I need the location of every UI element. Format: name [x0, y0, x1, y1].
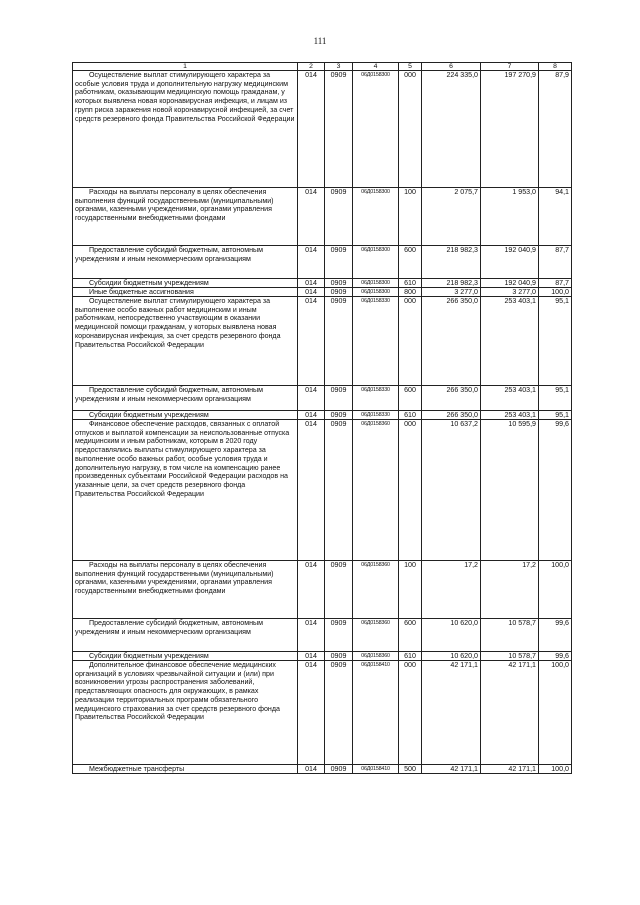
- column-number-row: [73, 63, 572, 71]
- desc-cell: Финансовое обеспечение расходов, связанных с оплатой отпусков и выплатой компенсации за неиспользованные отпуска медицинским и иным работникам, которым в 2020 году предоставлялись выплаты стимулирующего характера за выполнение особо важных работ, особые условия труда и дополнительную нагрузку, в том числе на компенсацию ранее произведенных субъектами Российской Федерации расходов на указанные цели, за счет средств резервного фонда Правительства Российской Федерации: [73, 420, 298, 561]
- target-code-cell: 06Д0158360: [353, 420, 399, 561]
- execution-percent-cell: 99,6: [539, 652, 572, 661]
- section-code-cell: 0909: [325, 561, 353, 619]
- executed-amount-cell: 192 040,9: [481, 279, 539, 288]
- column-number: 4: [353, 63, 399, 71]
- expense-type-cell: 000: [399, 661, 422, 765]
- execution-percent-cell: 99,6: [539, 420, 572, 561]
- target-code-cell: 06Д0158360: [353, 561, 399, 619]
- planned-amount-cell: 42 171,1: [422, 765, 481, 774]
- expense-type-cell: 000: [399, 71, 422, 188]
- table-row: [73, 765, 572, 774]
- target-code-cell: 06Д0158410: [353, 765, 399, 774]
- admin-code-cell: 014: [298, 279, 325, 288]
- table-body: [73, 71, 572, 774]
- expense-type-cell: 600: [399, 619, 422, 652]
- page-number: 111: [313, 36, 327, 46]
- expense-type-cell: 100: [399, 188, 422, 246]
- expense-type-cell: 000: [399, 297, 422, 386]
- planned-amount-cell: 218 982,3: [422, 246, 481, 279]
- execution-percent-cell: 94,1: [539, 188, 572, 246]
- desc-cell: Осуществление выплат стимулирующего характера за особые условия труда и дополнительную нагрузку медицинским работникам, оказывающим медицинскую помощь гражданам, у которых выявлена новая коронавирусная инфекция, и лицам из групп риска заражения новой коронавирусной инфекцией, за счет средств резервного фонда Правительства Российской Федерации: [73, 71, 298, 188]
- section-code-cell: 0909: [325, 765, 353, 774]
- executed-amount-cell: 10 595,9: [481, 420, 539, 561]
- section-code-cell: 0909: [325, 71, 353, 188]
- executed-amount-cell: 10 578,7: [481, 652, 539, 661]
- executed-amount-cell: 253 403,1: [481, 386, 539, 411]
- admin-code-cell: 014: [298, 71, 325, 188]
- execution-percent-cell: 95,1: [539, 386, 572, 411]
- planned-amount-cell: 17,2: [422, 561, 481, 619]
- table-row: [73, 246, 572, 279]
- target-code-cell: 06Д0158300: [353, 246, 399, 279]
- target-code-cell: 06Д0158300: [353, 288, 399, 297]
- table-row: [73, 188, 572, 246]
- column-number: 3: [325, 63, 353, 71]
- executed-amount-cell: 1 953,0: [481, 188, 539, 246]
- section-code-cell: 0909: [325, 246, 353, 279]
- column-number: 6: [422, 63, 481, 71]
- table-row: [73, 279, 572, 288]
- executed-amount-cell: 192 040,9: [481, 246, 539, 279]
- execution-percent-cell: 100,0: [539, 561, 572, 619]
- admin-code-cell: 014: [298, 297, 325, 386]
- target-code-cell: 06Д0158330: [353, 297, 399, 386]
- desc-cell: Иные бюджетные ассигнования: [73, 288, 298, 297]
- planned-amount-cell: 42 171,1: [422, 661, 481, 765]
- target-code-cell: 06Д0158300: [353, 279, 399, 288]
- execution-percent-cell: 99,6: [539, 619, 572, 652]
- planned-amount-cell: 224 335,0: [422, 71, 481, 188]
- table-row: [73, 561, 572, 619]
- table-row: [73, 420, 572, 561]
- table-row: [73, 652, 572, 661]
- executed-amount-cell: 197 270,9: [481, 71, 539, 188]
- table-row: [73, 71, 572, 188]
- execution-percent-cell: 95,1: [539, 297, 572, 386]
- table-row: [73, 297, 572, 386]
- target-code-cell: 06Д0158330: [353, 411, 399, 420]
- planned-amount-cell: 218 982,3: [422, 279, 481, 288]
- expense-type-cell: 610: [399, 279, 422, 288]
- desc-cell: Межбюджетные трансферты: [73, 765, 298, 774]
- section-code-cell: 0909: [325, 652, 353, 661]
- executed-amount-cell: 42 171,1: [481, 765, 539, 774]
- admin-code-cell: 014: [298, 246, 325, 279]
- section-code-cell: 0909: [325, 297, 353, 386]
- expense-type-cell: 100: [399, 561, 422, 619]
- target-code-cell: 06Д0158330: [353, 386, 399, 411]
- planned-amount-cell: 2 075,7: [422, 188, 481, 246]
- execution-percent-cell: 100,0: [539, 661, 572, 765]
- planned-amount-cell: 266 350,0: [422, 386, 481, 411]
- section-code-cell: 0909: [325, 619, 353, 652]
- executed-amount-cell: 17,2: [481, 561, 539, 619]
- target-code-cell: 06Д0158300: [353, 188, 399, 246]
- section-code-cell: 0909: [325, 279, 353, 288]
- target-code-cell: 06Д0158300: [353, 71, 399, 188]
- planned-amount-cell: 266 350,0: [422, 411, 481, 420]
- target-code-cell: 06Д0158360: [353, 619, 399, 652]
- executed-amount-cell: 253 403,1: [481, 297, 539, 386]
- expense-type-cell: 800: [399, 288, 422, 297]
- admin-code-cell: 014: [298, 661, 325, 765]
- desc-cell: Расходы на выплаты персоналу в целях обеспечения выполнения функций государственными (муниципальными) органами, казенными учреждениями, органами управления государственными внебюджетными фондами: [73, 561, 298, 619]
- executed-amount-cell: 3 277,0: [481, 288, 539, 297]
- column-number: 7: [481, 63, 539, 71]
- admin-code-cell: 014: [298, 561, 325, 619]
- column-number: 5: [399, 63, 422, 71]
- execution-percent-cell: 95,1: [539, 411, 572, 420]
- admin-code-cell: 014: [298, 420, 325, 561]
- admin-code-cell: 014: [298, 619, 325, 652]
- section-code-cell: 0909: [325, 661, 353, 765]
- desc-cell: Предоставление субсидий бюджетным, автономным учреждениям и иным некоммерческим организациям: [73, 386, 298, 411]
- desc-cell: Дополнительное финансовое обеспечение медицинских организаций в условиях чрезвычайной ситуации и (или) при возникновении угрозы распространения заболеваний, представляющих опасность для окружающих, в рамках реализации территориальных программ обязательного медицинского страхования за счет средств резервного фонда Правительства Российской Федерации: [73, 661, 298, 765]
- admin-code-cell: 014: [298, 288, 325, 297]
- section-code-cell: 0909: [325, 188, 353, 246]
- admin-code-cell: 014: [298, 411, 325, 420]
- expense-type-cell: 600: [399, 246, 422, 279]
- desc-cell: Субсидии бюджетным учреждениям: [73, 411, 298, 420]
- column-number: 1: [73, 63, 298, 71]
- admin-code-cell: 014: [298, 188, 325, 246]
- target-code-cell: 06Д0158360: [353, 652, 399, 661]
- column-number: 2: [298, 63, 325, 71]
- table-row: [73, 411, 572, 420]
- admin-code-cell: 014: [298, 386, 325, 411]
- planned-amount-cell: 10 620,0: [422, 619, 481, 652]
- table-row: [73, 661, 572, 765]
- planned-amount-cell: 10 637,2: [422, 420, 481, 561]
- target-code-cell: 06Д0158410: [353, 661, 399, 765]
- desc-cell: Субсидии бюджетным учреждениям: [73, 652, 298, 661]
- expense-type-cell: 610: [399, 652, 422, 661]
- executed-amount-cell: 42 171,1: [481, 661, 539, 765]
- table-row: [73, 386, 572, 411]
- desc-cell: Осуществление выплат стимулирующего характера за выполнение особо важных работ медицинским и иным работникам, непосредственно участвующим в оказании медицинской помощи гражданам, у которых выявлена новая коронавирусная инфекция, за счет средств резервного фонда Правительства Российской Федерации: [73, 297, 298, 386]
- expense-type-cell: 500: [399, 765, 422, 774]
- desc-cell: Субсидии бюджетным учреждениям: [73, 279, 298, 288]
- section-code-cell: 0909: [325, 386, 353, 411]
- execution-percent-cell: 87,9: [539, 71, 572, 188]
- expense-type-cell: 600: [399, 386, 422, 411]
- planned-amount-cell: 266 350,0: [422, 297, 481, 386]
- desc-cell: Расходы на выплаты персоналу в целях обеспечения выполнения функций государственными (муниципальными) органами, казенными учреждениями, органами управления государственными внебюджетными фондами: [73, 188, 298, 246]
- admin-code-cell: 014: [298, 765, 325, 774]
- expense-type-cell: 610: [399, 411, 422, 420]
- section-code-cell: 0909: [325, 411, 353, 420]
- budget-table: [72, 62, 572, 774]
- execution-percent-cell: 87,7: [539, 246, 572, 279]
- desc-cell: Предоставление субсидий бюджетным, автономным учреждениям и иным некоммерческим организациям: [73, 619, 298, 652]
- admin-code-cell: 014: [298, 652, 325, 661]
- expense-type-cell: 000: [399, 420, 422, 561]
- execution-percent-cell: 100,0: [539, 765, 572, 774]
- executed-amount-cell: 10 578,7: [481, 619, 539, 652]
- section-code-cell: 0909: [325, 288, 353, 297]
- execution-percent-cell: 87,7: [539, 279, 572, 288]
- planned-amount-cell: 10 620,0: [422, 652, 481, 661]
- desc-cell: Предоставление субсидий бюджетным, автономным учреждениям и иным некоммерческим организациям: [73, 246, 298, 279]
- table-row: [73, 619, 572, 652]
- execution-percent-cell: 100,0: [539, 288, 572, 297]
- executed-amount-cell: 253 403,1: [481, 411, 539, 420]
- planned-amount-cell: 3 277,0: [422, 288, 481, 297]
- column-number: 8: [539, 63, 572, 71]
- section-code-cell: 0909: [325, 420, 353, 561]
- table-row: [73, 288, 572, 297]
